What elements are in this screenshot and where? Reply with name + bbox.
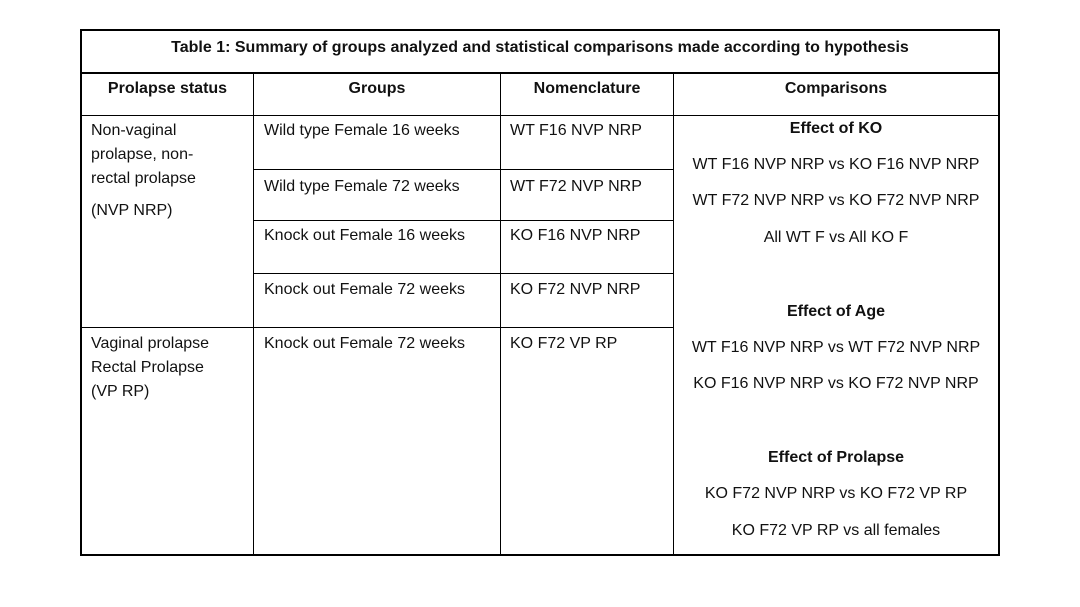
row-divider-3 xyxy=(253,273,673,274)
comparison-prolapse-1: KO F72 NVP NRP vs KO F72 VP RP xyxy=(704,485,968,502)
table-title: Table 1: Summary of groups analyzed and statistical comparisons made according to hypothesis xyxy=(171,39,909,56)
comparison-ko-3: All WT F vs All KO F xyxy=(763,229,909,246)
header-prolapse-status: Prolapse status xyxy=(107,80,228,97)
comparison-age-2: KO F16 NVP NRP vs KO F72 NVP NRP xyxy=(693,375,979,392)
status-vp-line2: Rectal Prolapse xyxy=(91,359,204,376)
nomenclature-cell-5: KO F72 VP RP xyxy=(510,335,618,352)
summary-table xyxy=(80,29,1000,556)
nomenclature-cell-4: KO F72 NVP NRP xyxy=(510,281,641,298)
header-divider-comparisons xyxy=(673,115,998,116)
group-cell-4: Knock out Female 72 weeks xyxy=(264,281,465,298)
status-vp-rp xyxy=(91,332,251,404)
status-nvp-nrp xyxy=(91,119,251,223)
group-cell-3: Knock out Female 16 weeks xyxy=(264,227,465,244)
status-vp-line1: Vaginal prolapse xyxy=(91,335,210,352)
header-nomenclature: Nomenclature xyxy=(533,80,641,97)
group-cell-1: Wild type Female 16 weeks xyxy=(264,122,460,139)
heading-effect-of-age: Effect of Age xyxy=(786,303,886,320)
status-vp-code: (VP RP) xyxy=(91,383,150,400)
group-cell-5: Knock out Female 72 weeks xyxy=(264,335,465,352)
title-divider xyxy=(82,72,998,74)
status-nvp-line3: rectal prolapse xyxy=(91,170,196,187)
comparison-ko-2: WT F72 NVP NRP vs KO F72 NVP NRP xyxy=(692,192,980,209)
status-nvp-line1: Non-vaginal xyxy=(91,122,177,139)
header-comparisons: Comparisons xyxy=(784,80,888,97)
row-divider-1 xyxy=(253,169,673,170)
comparison-age-1: WT F16 NVP NRP vs WT F72 NVP NRP xyxy=(691,339,981,356)
row-divider-2 xyxy=(253,220,673,221)
nomenclature-cell-3: KO F16 NVP NRP xyxy=(510,227,641,244)
group-cell-2: Wild type Female 72 weeks xyxy=(264,178,460,195)
status-nvp-line2: prolapse, non- xyxy=(91,146,194,163)
col-divider-1 xyxy=(253,73,254,556)
row-divider-4 xyxy=(82,327,673,328)
heading-effect-of-prolapse: Effect of Prolapse xyxy=(767,449,905,466)
header-divider xyxy=(82,115,673,116)
comparison-ko-1: WT F16 NVP NRP vs KO F16 NVP NRP xyxy=(692,156,980,173)
heading-effect-of-ko: Effect of KO xyxy=(789,120,883,137)
nomenclature-cell-2: WT F72 NVP NRP xyxy=(510,178,642,195)
nomenclature-cell-1: WT F16 NVP NRP xyxy=(510,122,642,139)
col-divider-2 xyxy=(500,73,501,556)
header-groups: Groups xyxy=(348,80,406,97)
comparison-prolapse-2: KO F72 VP RP vs all females xyxy=(731,522,941,539)
status-nvp-code: (NVP NRP) xyxy=(91,202,173,219)
